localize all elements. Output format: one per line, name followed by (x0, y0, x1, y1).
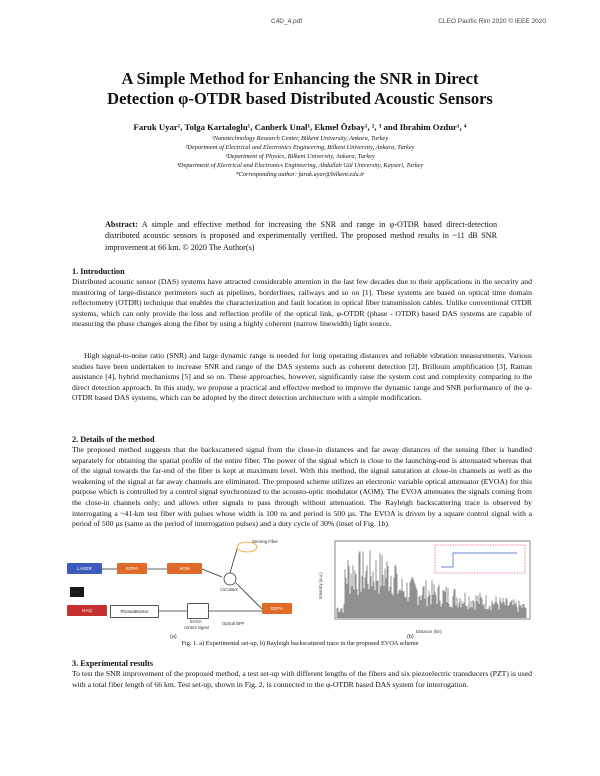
sensing-fiber-label: Sensing Fiber (252, 539, 278, 544)
abstract-label: Abstract: (105, 220, 138, 229)
circulator-label: Circulator (220, 587, 238, 592)
edfa-box-2: EDFA (262, 603, 292, 614)
evoa-label: EVOA (190, 619, 202, 624)
label-a: (a) (170, 634, 177, 640)
evoa-box (187, 603, 209, 619)
method-heading: 2. Details of the method (72, 435, 155, 444)
results-paragraph-1: To test the SNR improvement of the proposed method, a test set-up with different lengths of the fibers and six piezoelectric transducers (PZT) is used with a total fiber length of 66 km. Test set-up, shown in Fig. 2, is connected to the φ-OTDR based DAS system for interrogation. (72, 669, 532, 689)
control-signal-label: control signal (184, 625, 209, 630)
affiliation-2: ²Department of Electrical and Electronics Engineering, Bilkent University, Ankara, Turkey (185, 144, 415, 151)
abstract-text: A simple and effective method for increasing the SNR and range in φ-OTDR based direct-detection distributed acoustic sensors is proposed and experimentally verified. The proposed method results in ~11 dB SNR improvement at 66 km. © 2020 The Author(s) (105, 220, 497, 252)
title-line-1: A Simple Method for Enhancing the SNR in Direct (121, 69, 479, 88)
optical-bpf-label: Optical BPF (222, 621, 245, 626)
affiliation-1: ¹Nanotechnology Research Center, Bilkent University, Ankara, Turkey (211, 135, 389, 142)
setup-diagram (62, 539, 307, 634)
header-right: CLEO Pacific Rim 2020 © IEEE 2020 (438, 18, 546, 25)
inset-box (435, 545, 525, 573)
paper-title (60, 69, 540, 109)
method-paragraph-1: The proposed method suggests that the backscattered signal from the close-in distances and far away distances of the sensing fiber is handled separately for obtaining the spatial profile of the entire fiber. The power of the signal which is close to the launching-end is attenuated whereas that of the signal towards the far-end of the fiber is kept at maximum level. With this method, the signal saturation at close-in channels as well as the weakening of the signal at far away channels are eliminated. The proposed scheme utilizes an electronic variable optical attenuator (EVOA) for this purpose which is controlled by a control signal synchronized to the acousto-optic modulator (AOM). The EVOA attenuates the signals coming from the close-in channels only; and allows other signals to pass through without attenuation. The Rayleigh backscattering trace is observed by interrogating a ~41-km test fiber with pulses whose width is 100 ns and period is 500 µs. The EVOA is driven by a square control signal with a period of 500 µs (same as the period of interrogation pulses) and a duty cycle of 30% (inset of Fig. 1b). (72, 445, 532, 529)
results-heading: 3. Experimental results (72, 659, 154, 668)
affiliation-3: ³Department of Physics, Bilkent University, Ankara, Turkey (225, 153, 375, 160)
intro-paragraph-1: Distributed acoustic sensor (DAS) systems have attracted considerable attention in the last few decades due to their applications in the security and monitoring of large-distance perimeters such as pipelines, borderlines, railways and so on [1]. These systems are based on optical time domain reflectometry (OTDR) technique that enables the characterization and fault location in optical fiber transmission cables. Unlike conventional OTDR systems, which can only provide the loss and reflection profile of the optical link, φ-OTDR (phase - OTDR) based DAS systems are capable of measuring the phase changes along the fiber by using a highly coherent (narrow linewidth) light source. (72, 277, 532, 329)
intro-heading: 1. Introduction (72, 267, 125, 276)
edfa-box-1: EDFA (117, 563, 147, 574)
trace-ylabel: Intensity (a.u.) (318, 572, 323, 599)
laser-box: LASER (67, 563, 102, 574)
figure-caption: Fig. 1. a) Experimental set-up, b) Rayleigh backscattered trace in the proposed EVOA scheme (181, 640, 419, 647)
affiliation-4: ⁴Department of Electrical and Electronics Engineering, Abdullah Gül University, Kayseri, Turkey (176, 162, 424, 169)
title-line-2: Detection φ-OTDR based Distributed Acoustic Sensors (107, 89, 493, 108)
label-b: (b) (407, 634, 414, 640)
abstract (105, 219, 497, 253)
figure-1 (62, 539, 542, 643)
header-left: C4D_4.pdf (271, 18, 303, 25)
corresponding-author: *Corresponding author: faruk.uyar@bilkent.edu.tr (235, 171, 365, 178)
intro-paragraph-2: High signal-to-noise ratio (SNR) and large dynamic range is needed for long operating distances and reliable vibration measurements. Various studies have been undertaken to increase SNR and range of the DAS systems such as coherent detection [2], Brillouin amplification [3], Raman assistance [4], hybrid mechanisms [5] and so on. These approaches, however, significantly raise the system cost and complexity comparing to the direct detection approach. In this study, we propose a practical and effective method to improve the dynamic range and SNR performance of the φ-OTDR based DAS systems, which can be adopted by the direct detection architecture with a simple modification. (72, 351, 532, 403)
aom-box: AOM (167, 563, 202, 574)
trace-xlabel: Distance (km) (416, 629, 442, 634)
daq-box: DAQ (67, 605, 107, 616)
photodetector-box: Photodetector (110, 605, 159, 618)
rayleigh-trace-plot (317, 539, 537, 634)
authors: Faruk Uyar¹, Tolga Kartaloglu¹, Canberk Unal¹, Ekmel Özbay¹, ², ³ and Ibrahim Ozdur¹, ⁴ (133, 122, 467, 132)
